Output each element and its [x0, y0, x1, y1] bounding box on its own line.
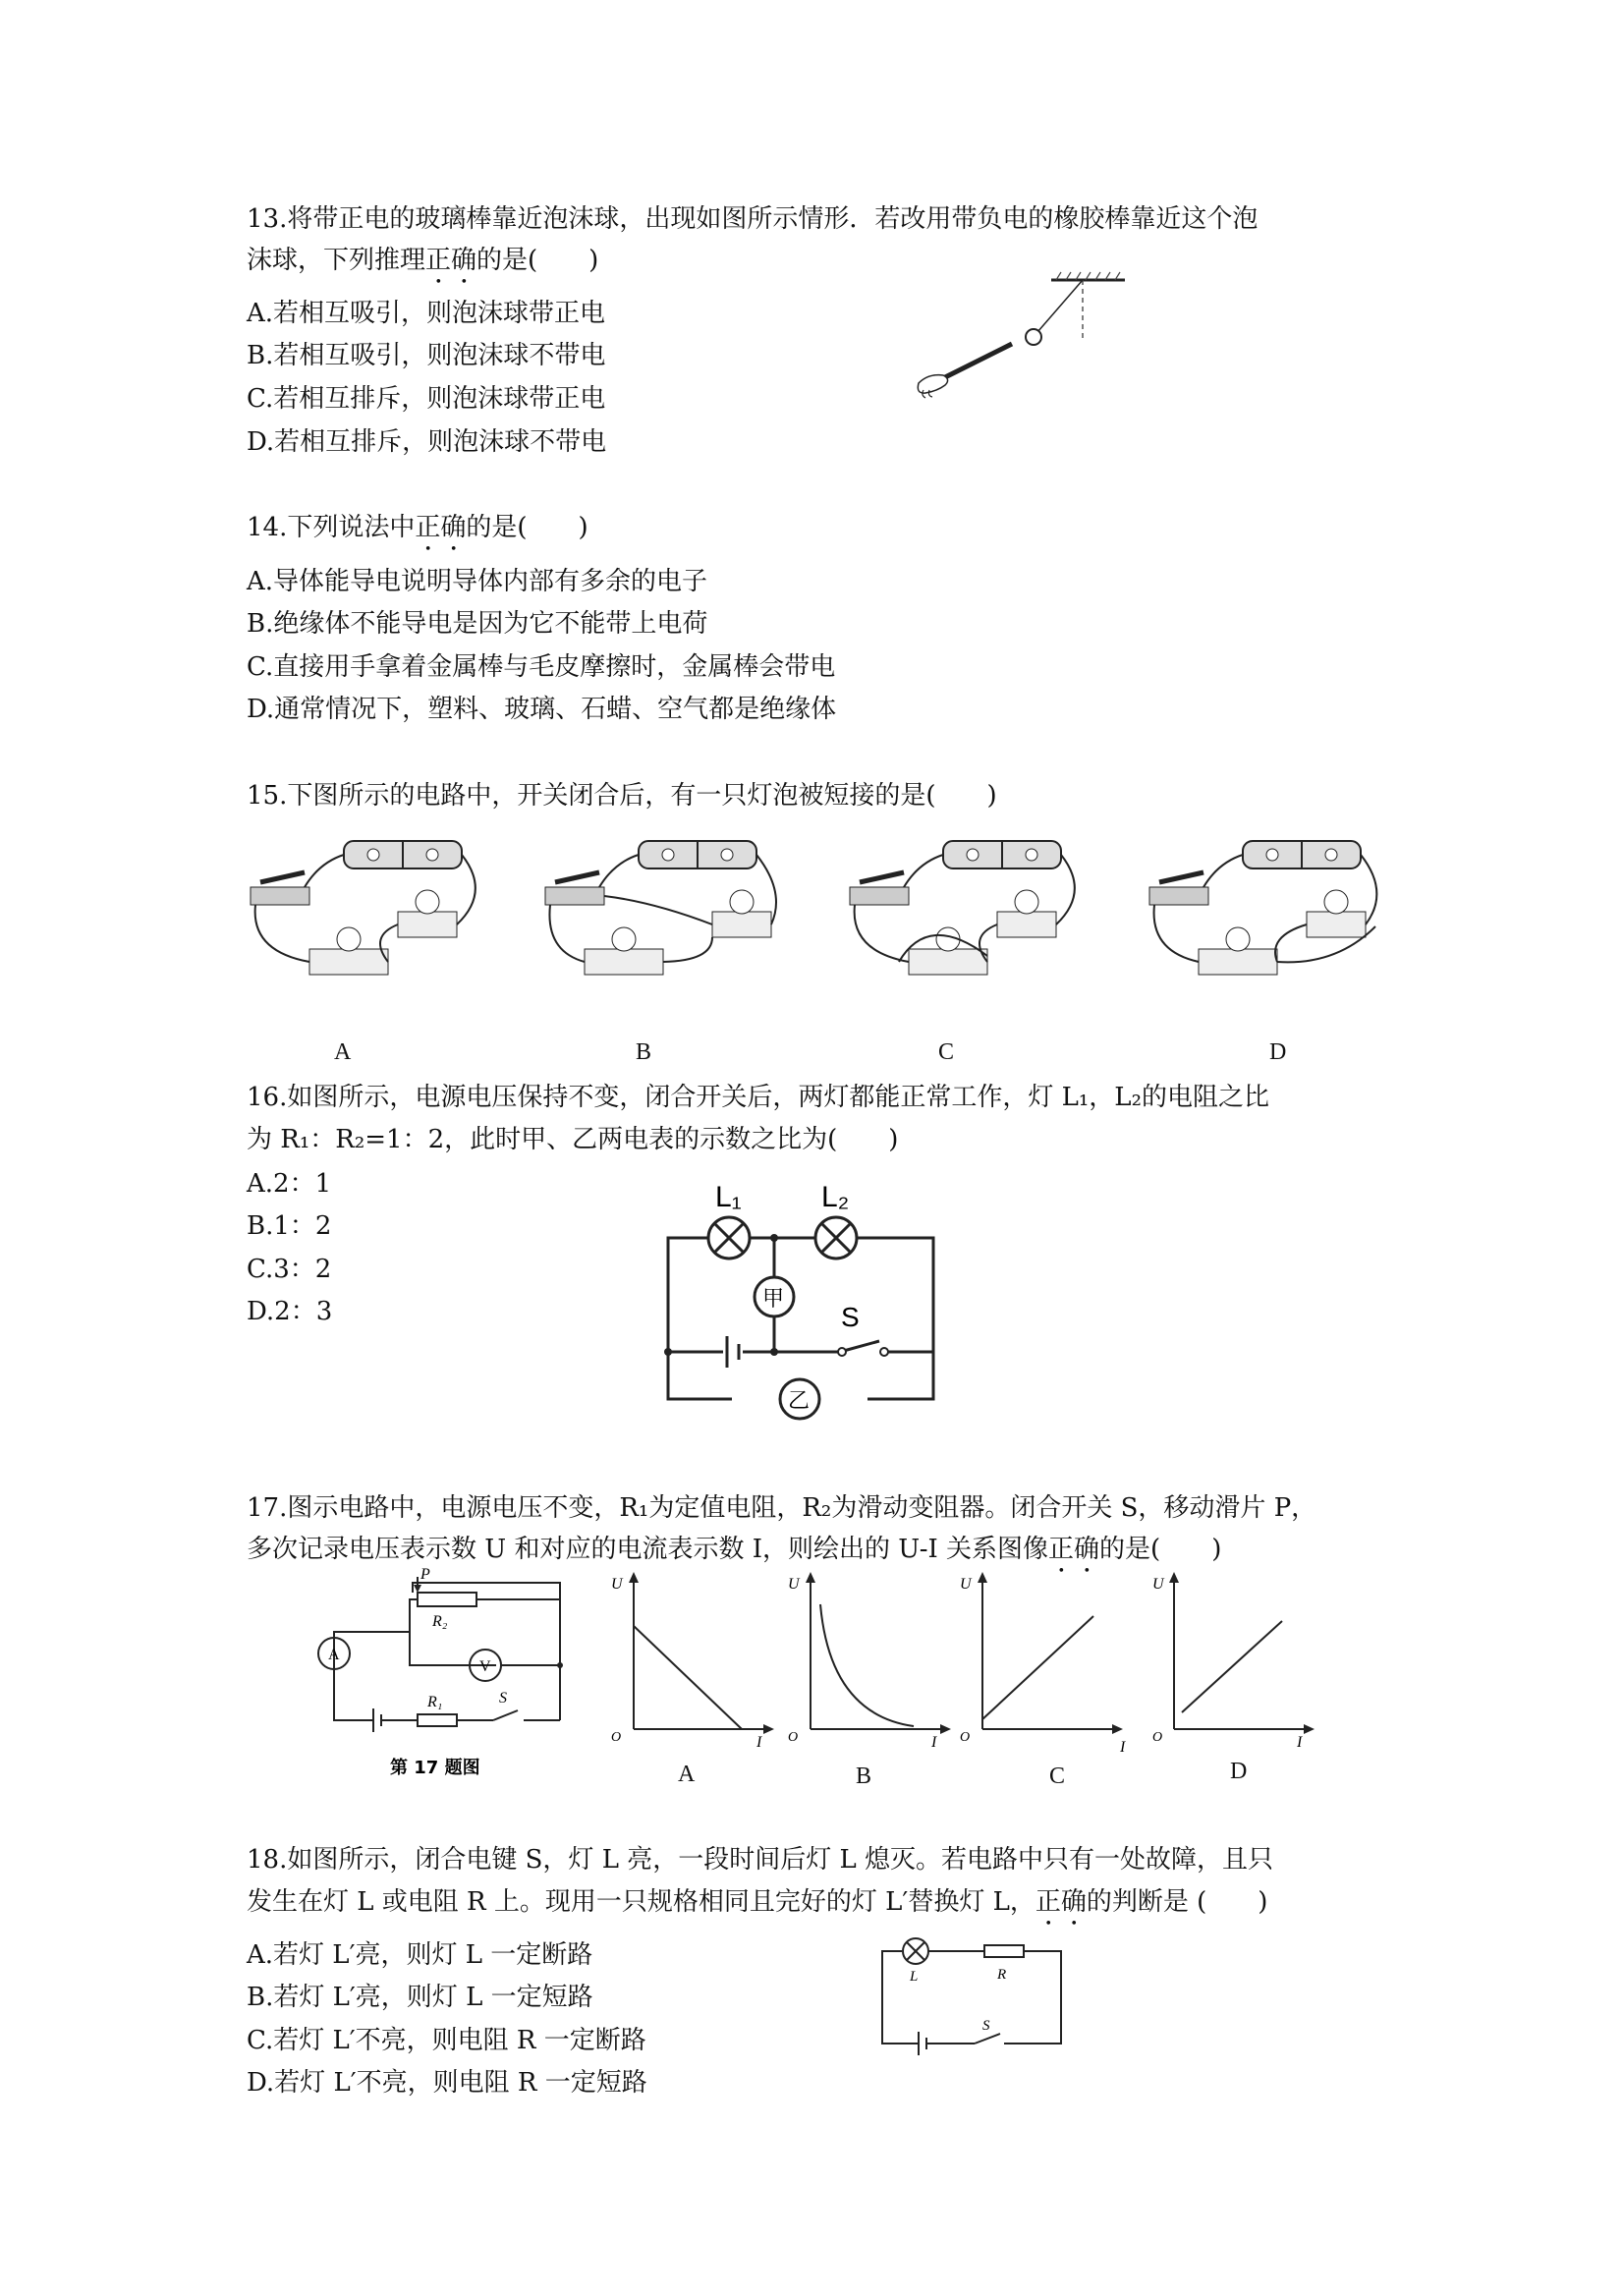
q17-label-c: C: [1049, 1764, 1066, 1789]
q16-label-l2: L₂: [821, 1181, 850, 1213]
q16-option-b: B.1：2: [247, 1211, 332, 1241]
q17-graph-d: [1145, 1567, 1321, 1751]
q15-circuit-a: [241, 833, 496, 990]
q17-graph-b-x-label: I: [931, 1734, 937, 1751]
q17-graph-d-x-label: I: [1297, 1734, 1303, 1751]
q17-graph-c-x-label: I: [1120, 1739, 1126, 1756]
q17-stem-line2: 多次记录电压表示数 U 和对应的电流表示数 I，则绘出的 U-I 关系图像正确的是( ): [247, 1535, 1222, 1564]
q14-stem: 14.下列说法中正确的是( ): [247, 513, 588, 542]
q13-stem-line1: 13.将带正电的玻璃棒靠近泡沫球，出现如图所示情形．若改用带负电的橡胶棒靠近这个泡: [247, 204, 1259, 234]
q17-graph-b-y-label: U: [788, 1576, 800, 1593]
q13-stem-line2: 沫球，下列推理正确的是( ): [247, 246, 599, 275]
q17-label-p: P: [420, 1566, 430, 1583]
q15-label-a: A: [334, 1039, 352, 1065]
q17-graph-a-x-label: I: [756, 1734, 762, 1751]
q13-option-b: B.若相互吸引，则泡沫球不带电: [247, 341, 606, 370]
q16-option-d: D.2：3: [247, 1297, 333, 1326]
q16-label-l1: L₁: [715, 1181, 742, 1213]
q18-circuit-diagram: [874, 1926, 1071, 2058]
q16-label-switch: S: [841, 1302, 860, 1332]
q17-stem-line1: 17.图示电路中，电源电压不变，R₁为定值电阻，R₂为滑动变阻器。闭合开关 S，移动滑片 P，: [247, 1493, 1317, 1523]
q18-stem-line2: 发生在灯 L 或电阻 R 上。现用一只规格相同且完好的灯 L′替换灯 L，正确的判断是 ( ): [247, 1887, 1268, 1917]
q18-option-c: C.若灯 L′不亮，则电阻 R 一定断路: [247, 2026, 646, 2055]
q16-option-c: C.3：2: [247, 1255, 332, 1284]
q18-stem-line1: 18.如图所示，闭合电键 S，灯 L 亮，一段时间后灯 L 熄灭。若电路中只有一处故障，且只: [247, 1845, 1274, 1875]
q17-label-b: B: [856, 1764, 872, 1789]
q16-stem-line1: 16.如图所示，电源电压保持不变，闭合开关后，两灯都能正常工作，灯 L₁，L₂的电阻之比: [247, 1083, 1269, 1112]
q14-option-d: D.通常情况下，塑料、玻璃、石蜡、空气都是绝缘体: [247, 695, 837, 724]
q17-circuit-diagram: [309, 1567, 575, 1783]
q16-option-a: A.2：1: [247, 1169, 332, 1199]
q16-circuit-diagram: [648, 1169, 953, 1434]
q17-label-ammeter: A: [328, 1647, 340, 1663]
q17-label-switch: S: [499, 1690, 507, 1707]
q17-graph-c-y-label: U: [960, 1576, 972, 1593]
q13-figure-rod-and-ball: [914, 270, 1130, 403]
q18-option-a: A.若灯 L′亮，则灯 L 一定断路: [247, 1940, 593, 1970]
q17-graph-a-origin: O: [611, 1730, 622, 1745]
q16-stem-line2: 为 R₁：R₂=1：2，此时甲、乙两电表的示数之比为( ): [247, 1125, 899, 1154]
q13-option-d: D.若相互排斥，则泡沫球不带电: [247, 427, 607, 457]
q14-option-b: B.绝缘体不能导电是因为它不能带上电荷: [247, 609, 708, 639]
q16-label-meter-yi: 乙: [788, 1389, 811, 1414]
q15-label-c: C: [938, 1039, 955, 1065]
q18-label-lamp: L: [910, 1969, 919, 1985]
q13-option-a: A.若相互吸引，则泡沫球带正电: [247, 299, 606, 328]
q15-circuit-c: [840, 833, 1095, 990]
q14-option-c: C.直接用手拿着金属棒与毛皮摩擦时，金属棒会带电: [247, 652, 836, 682]
q17-label-r2: R₂: [432, 1613, 448, 1630]
q17-graph-c-origin: O: [960, 1730, 971, 1745]
q16-label-meter-jia: 甲: [762, 1287, 785, 1312]
q17-figure-caption: 第 17 题图: [390, 1758, 480, 1778]
q17-graph-d-y-label: U: [1152, 1576, 1164, 1593]
q18-option-b: B.若灯 L′亮，则灯 L 一定短路: [247, 1983, 593, 2012]
q17-graph-b-origin: O: [788, 1730, 799, 1745]
q17-label-voltmeter: V: [479, 1658, 491, 1675]
q17-graph-c: [948, 1567, 1126, 1756]
q17-graph-a: [599, 1567, 776, 1751]
q17-label-a: A: [678, 1762, 696, 1787]
q18-label-switch: S: [982, 2018, 990, 2034]
q18-label-resistor: R: [997, 1967, 1007, 1983]
q15-stem: 15.下图所示的电路中，开关闭合后，有一只灯泡被短接的是( ): [247, 781, 997, 811]
q15-circuit-b: [535, 833, 791, 990]
q15-label-b: B: [636, 1039, 652, 1065]
q17-label-r1: R₁: [427, 1694, 443, 1710]
q17-graph-d-origin: O: [1152, 1730, 1163, 1745]
q17-graph-a-y-label: U: [611, 1576, 623, 1593]
q13-option-c: C.若相互排斥，则泡沫球带正电: [247, 384, 606, 414]
q18-option-d: D.若灯 L′不亮，则电阻 R 一定短路: [247, 2068, 647, 2098]
q15-label-d: D: [1269, 1039, 1287, 1065]
q14-option-a: A.导体能导电说明导体内部有多余的电子: [247, 567, 708, 596]
q15-circuit-d: [1140, 833, 1395, 990]
q17-graph-b: [776, 1567, 953, 1751]
q17-label-d: D: [1230, 1759, 1248, 1784]
